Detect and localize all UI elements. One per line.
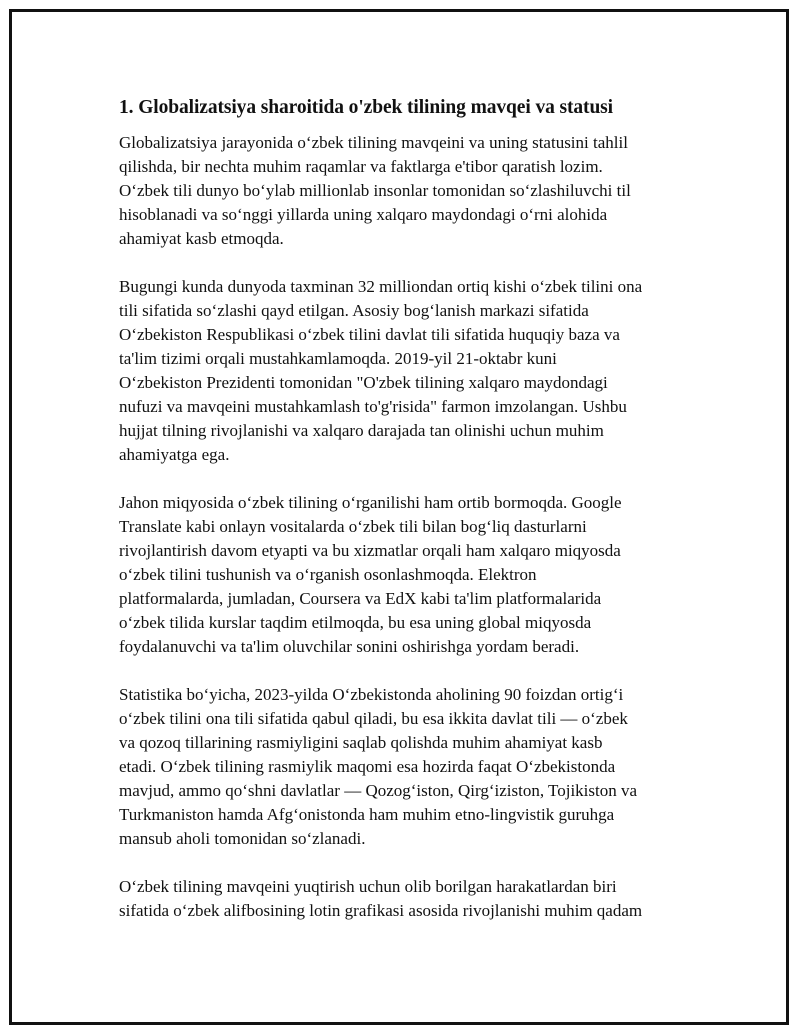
text-line: ahamiyat kasb etmoqda. <box>119 229 284 248</box>
text-line: o‘zbek tilini tushunish va o‘rganish osonlashmoqda. Elektron <box>119 565 537 584</box>
text-line: Globalizatsiya jarayonida o‘zbek tilining mavqeini va uning statusini tahlil <box>119 133 628 152</box>
text-line: O‘zbekiston Respublikasi o‘zbek tilini davlat tili sifatida huquqiy baza va <box>119 325 620 344</box>
text-line: qilishda, bir nechta muhim raqamlar va faktlarga e'tibor qaratish lozim. <box>119 157 603 176</box>
paragraph-5 <box>119 875 691 923</box>
text-line: nufuzi va mavqeini mustahkamlash to'g'risida" farmon imzolangan. Ushbu <box>119 397 627 416</box>
text-line: Translate kabi onlayn vositalarda o‘zbek tili bilan bog‘liq dasturlarni <box>119 517 587 536</box>
text-line: tili sifatida so‘zlashi qayd etilgan. Asosiy bog‘lanish markazi sifatida <box>119 301 589 320</box>
text-line: etadi. O‘zbek tilining rasmiylik maqomi esa hozirda faqat O‘zbekistonda <box>119 757 616 776</box>
text-line: hujjat tilning rivojlanishi va xalqaro darajada tan olinishi uchun muhim <box>119 421 604 440</box>
text-line: Bugungi kunda dunyoda taxminan 32 milliondan ortiq kishi o‘zbek tilini ona <box>119 277 643 296</box>
document-body <box>119 96 691 947</box>
text-line: mansub aholi tomonidan so‘zlanadi. <box>119 829 366 848</box>
text-line: O‘zbek tilining mavqeini yuqtirish uchun olib borilgan harakatlardan biri <box>119 877 617 896</box>
section-heading: 1. Globalizatsiya sharoitida o'zbek tilining mavqei va statusi <box>119 97 613 118</box>
paragraph-4 <box>119 683 691 851</box>
text-line: ahamiyatga ega. <box>119 445 230 464</box>
text-line: va qozoq tillarining rasmiyligini saqlab qolishda muhim ahamiyat kasb <box>119 733 603 752</box>
text-line: platformalarda, jumladan, Coursera va EdX kabi ta'lim platformalarida <box>119 589 602 608</box>
paragraph-2 <box>119 275 691 467</box>
text-line: o‘zbek tilini ona tili sifatida qabul qiladi, bu esa ikkita davlat tili — o‘zbek <box>119 709 628 728</box>
text-line: mavjud, ammo qo‘shni davlatlar — Qozog‘iston, Qirg‘iziston, Tojikiston va <box>119 781 638 800</box>
paragraph-1 <box>119 131 691 251</box>
text-line: hisoblanadi va so‘nggi yillarda uning xalqaro maydondagi o‘rni alohida <box>119 205 608 224</box>
text-line: O‘zbekiston Prezidenti tomonidan "O'zbek tilining xalqaro maydondagi <box>119 373 608 392</box>
paragraph-3 <box>119 491 691 659</box>
document-page <box>9 9 789 1025</box>
text-line: Statistika bo‘yicha, 2023-yilda O‘zbekistonda aholining 90 foizdan ortig‘i <box>119 685 624 704</box>
text-line: Turkmaniston hamda Afg‘onistonda ham muhim etno-lingvistik guruhga <box>119 805 615 824</box>
text-line: rivojlantirish davom etyapti va bu xizmatlar orqali ham xalqaro miqyosda <box>119 541 621 560</box>
text-line: o‘zbek tilida kurslar taqdim etilmoqda, bu esa uning global miqyosda <box>119 613 592 632</box>
text-line: O‘zbek tili dunyo bo‘ylab millionlab insonlar tomonidan so‘zlashiluvchi til <box>119 181 631 200</box>
text-line: ta'lim tizimi orqali mustahkamlamoqda. 2019-yil 21-oktabr kuni <box>119 349 557 368</box>
text-line: foydalanuvchi va ta'lim oluvchilar sonini oshirishga yordam beradi. <box>119 637 580 656</box>
text-line: sifatida o‘zbek alifbosining lotin grafikasi asosida rivojlanishi muhim qadam <box>119 901 643 920</box>
text-line: Jahon miqyosida o‘zbek tilining o‘rganilishi ham ortib bormoqda. Google <box>119 493 622 512</box>
